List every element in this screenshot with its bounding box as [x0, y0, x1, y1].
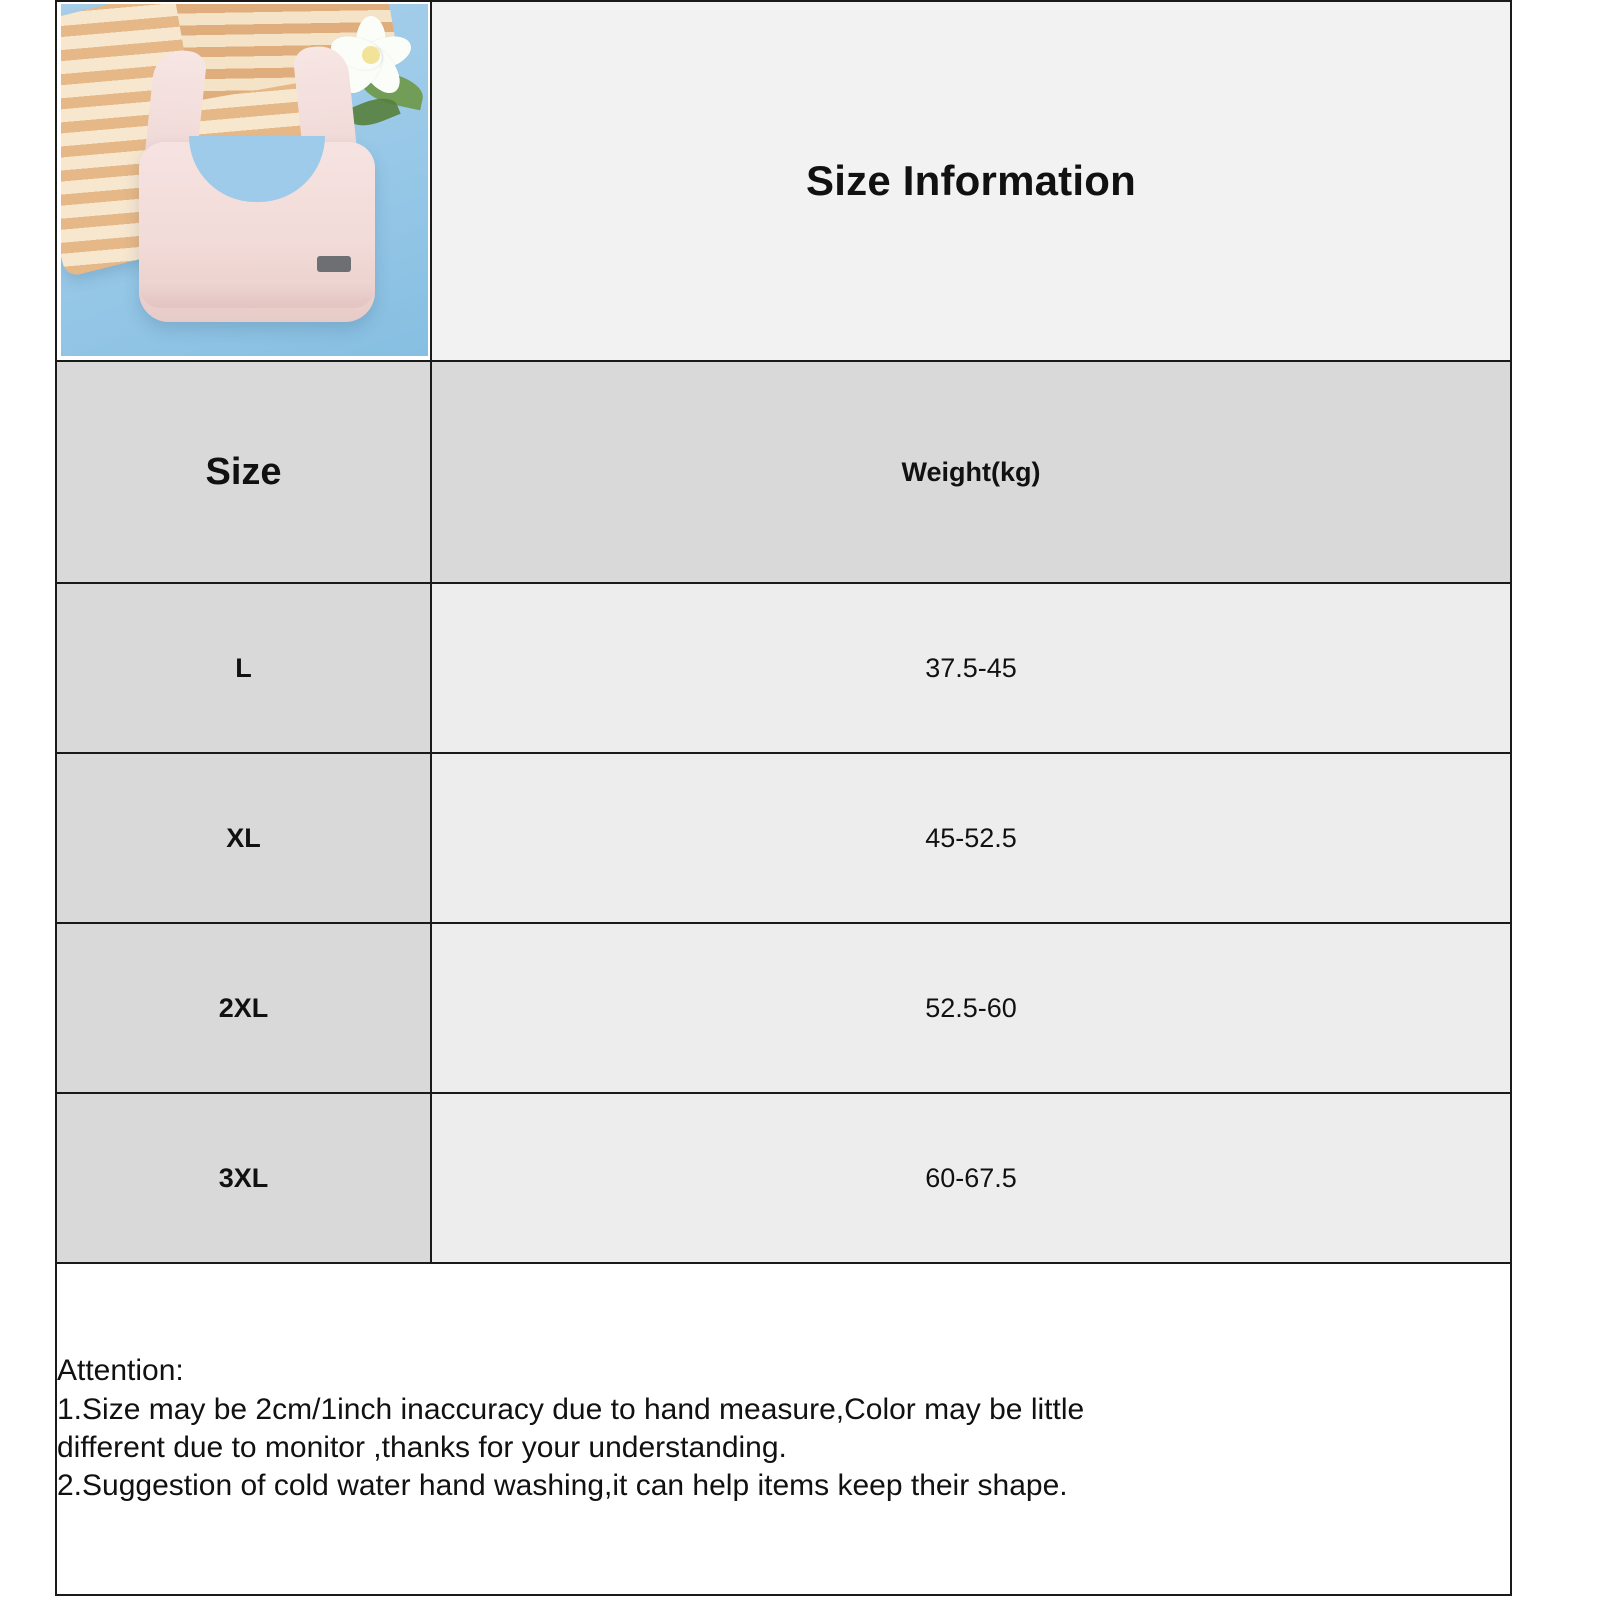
bra-band [139, 280, 375, 308]
attention-cell [56, 1263, 1511, 1595]
cell-weight: 52.5-60 [431, 923, 1511, 1093]
table-row [56, 753, 1511, 923]
attention-note-2: 2.Suggestion of cold water hand washing,it can help items keep their shape. [57, 1469, 1068, 1503]
product-image-cell [56, 1, 431, 361]
column-header-size [56, 361, 431, 583]
bra-label-tag [317, 256, 351, 272]
cell-weight: 45-52.5 [431, 753, 1511, 923]
size-information-table [55, 0, 1512, 1596]
attention-note-1-part2: different due to monitor ,thanks for your understanding. [57, 1431, 787, 1464]
table-row [56, 1093, 1511, 1263]
cell-weight: 37.5-45 [431, 583, 1511, 753]
bra-product [121, 44, 391, 324]
page-title: Size Information [806, 157, 1136, 204]
table-row-title [56, 1, 1511, 361]
column-header-size-label: Size [205, 450, 282, 493]
product-photo [61, 4, 428, 356]
table-row [56, 923, 1511, 1093]
column-header-weight [431, 361, 1511, 583]
attention-note-1-part1: 1.Size may be 2cm/1inch inaccuracy due to hand measure,Color may be little [57, 1392, 1085, 1426]
cell-weight: 60-67.5 [431, 1093, 1511, 1263]
table-row [56, 583, 1511, 753]
table-header-row [56, 361, 1511, 583]
title-cell [431, 1, 1511, 361]
column-header-weight-label: Weight(kg) [901, 456, 1041, 487]
cell-size: L [56, 583, 431, 753]
cell-size: 2XL [56, 923, 431, 1093]
cell-size: XL [56, 753, 431, 923]
attention-heading: Attention: [57, 1354, 184, 1388]
attention-row [56, 1263, 1511, 1595]
cell-size: 3XL [56, 1093, 431, 1263]
